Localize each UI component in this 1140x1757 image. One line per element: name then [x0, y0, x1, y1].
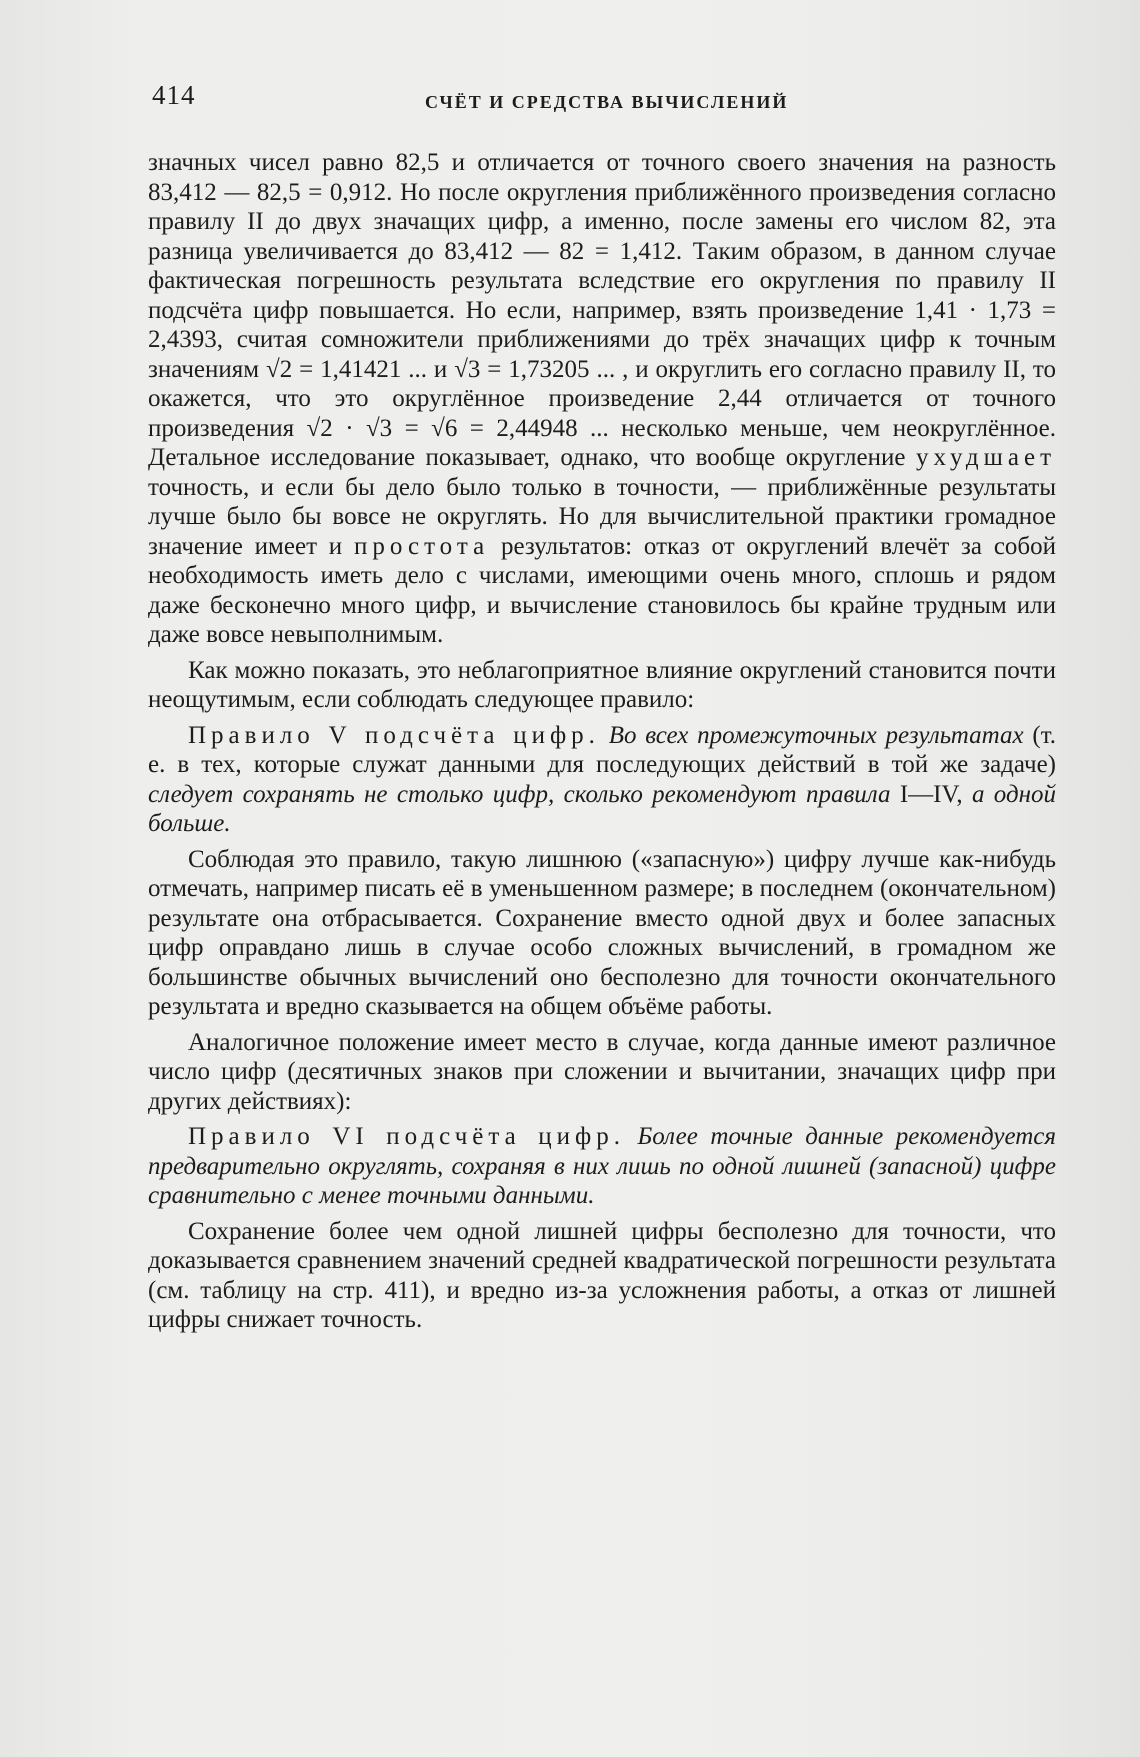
paragraph-1-text-c: результатов: отказ от округлений влечёт за собой необходимость иметь дело с числами, имеющими очень много, сплошь и рядом даже бесконечно много цифр, и вычисление становилось бы крайне трудным или даже вовсе невыполнимым.	[148, 532, 1057, 648]
paragraph-2: Как можно показать, это неблагоприятное влияние округлений становится почти неощутимым, если соблюдать следующее правило:	[148, 656, 1056, 713]
rule-5-text-a: Во всех промежуточных результатах	[608, 721, 1024, 749]
running-title: СЧЁТ И СРЕДСТВА ВЫЧИСЛЕНИЙ	[425, 92, 789, 112]
paragraph-4: Аналогичное положение имеет место в случае, когда данные имеют различное число цифр (десятичных знаков при сложении и вычитании, значащих цифр при других действиях):	[148, 1028, 1056, 1115]
rule-5-text-d: I—IV,	[899, 780, 963, 808]
rule-5-label: Правило V подсчёта цифр.	[188, 721, 600, 749]
page-number: 414	[152, 80, 196, 110]
rule-6-text: Более точные данные рекомендуется предварительно округлять, сохраняя в них лишь по одной лишней (запасной) цифре сравнительно с менее точными данными.	[148, 1123, 1057, 1209]
paragraph-3: Соблюдая это правило, такую лишнюю («запасную») цифру лучше как-нибудь отмечать, например писать её в уменьшенном размере; в последнем (окончательном) результате она отбрасывается. Сохранение вместо одной двух и более запасных цифр оправдано лишь в случае особо сложных вычислений, в громадном же большинстве обычных вычислений оно бесполезно для точности окончательного результата и вредно сказывается на общем объёме работы.	[148, 845, 1056, 1020]
rule-5-text-e: а одной больше.	[148, 780, 1056, 837]
rule-6-label: Правило VI подсчёта цифр.	[188, 1123, 625, 1150]
rule-5	[148, 721, 1056, 839]
rule-5-text-c: следует сохранять не столько цифр, сколько рекомендуют правила	[148, 780, 891, 808]
paragraph-1	[148, 148, 1056, 650]
emphasis-simplicity: простота	[353, 532, 490, 560]
rule-6	[148, 1122, 1056, 1211]
paragraph-1-text-b: точность, и если бы дело было только в точности, — приближённые результаты лучше было бы вовсе не округлять. Но для вычислительной практики громадное значение имеет и	[148, 473, 1056, 560]
body-text	[148, 148, 1056, 1341]
rule-5-text-b: (т. е. в тех, которые служат данными для последующих действий в той же задаче)	[148, 721, 1056, 778]
paragraph-1-text: значных чисел равно 82,5 и отличается от точного своего значения на разность 83,412 — 82,5 = 0,912. Но после округления приближённого произведения согласно правилу II до двух значащих цифр, а именно, после замены его числом 82, эта разница увеличивается до 83,412 — 82 = 1,412. Таким образом, в данном случае фактическая погрешность результата вследствие его округления по правилу II подсчёта цифр повышается. Но если, например, взять произведение 1,41 · 1,73 = 2,4393, считая сомножители приближениями до трёх значащих цифр к точным значениям √2 = 1,41421 ... и √3 = 1,73205 ... , и округлить его согласно правилу II, то окажется, что это округлённое произведение 2,44 отличается от точного произведения √2 · √3 = √6 = 2,44948 ... несколько меньше, чем неокруглённое. Детальное исследование показывает, однако, что вообще округление	[148, 149, 1056, 471]
paragraph-5: Сохранение более чем одной лишней цифры бесполезно для точности, что доказывается сравнением значений средней квадратической погрешности результата (см. таблицу на стр. 411), и вредно из-за усложнения работы, а отказ от лишней цифры снижает точность.	[148, 1217, 1056, 1333]
emphasis-worsens: ухудшает	[915, 444, 1056, 471]
